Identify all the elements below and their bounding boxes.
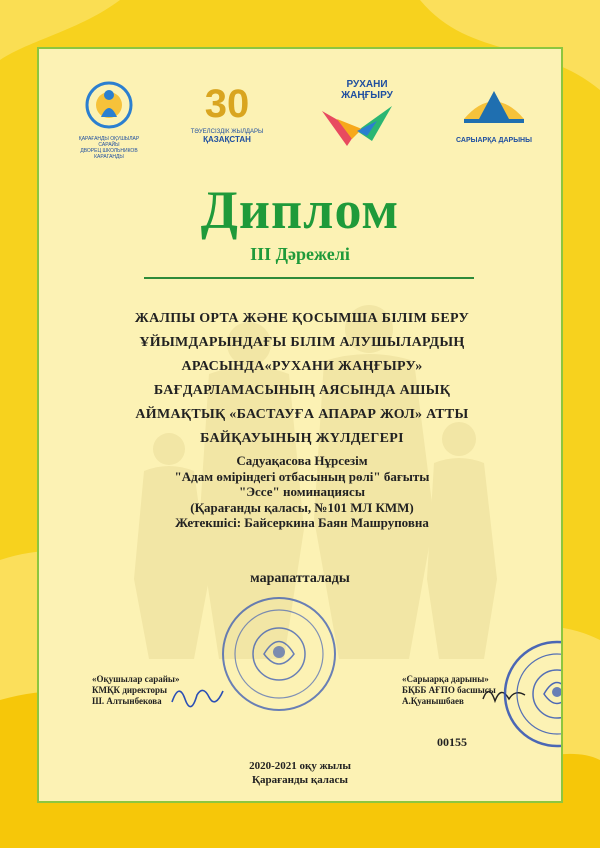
independence-30-logo xyxy=(187,79,267,145)
rukhani-zhangyru-logo xyxy=(307,79,407,154)
palace-caption-ru: ДВОРЕЦ ШКОЛЬНИКОВ КАРАГАНДЫ xyxy=(80,148,138,160)
left-signatory-position: КМҚК директоры xyxy=(92,685,168,695)
saryarka-daryny-logo xyxy=(449,79,539,145)
academic-year: 2020-2021 оқу жылы xyxy=(249,760,351,772)
independence-country: ҚАЗАҚСТАН xyxy=(203,135,251,144)
city-name: Қарағанды қаласы xyxy=(252,774,348,786)
students-palace-icon xyxy=(79,79,139,131)
left-signatory-org: «Оқушылар сарайы» xyxy=(92,674,180,684)
palace-caption: ҚАРАҒАНДЫ ОҚУШЫЛАР САРАЙЫ xyxy=(78,136,140,148)
diploma-degree: ІІІ Дәрежелі xyxy=(250,244,350,264)
contest-line: АЙМАҚТЫҚ «БАСТАУҒА АПАРАР ЖОЛ» АТТЫ xyxy=(135,407,469,422)
students-palace-logo xyxy=(69,79,149,160)
winner-direction: "Адам өміріндегі отбасының рөлі" бағыты xyxy=(174,468,430,484)
zhangyru-title: ЖАҢҒЫРУ xyxy=(341,90,393,101)
logos-row xyxy=(39,79,561,169)
winner-nomination: "Эссе" номинациясы xyxy=(239,484,365,499)
winner-name: Садуақасова Нұрсезім xyxy=(236,453,368,468)
contest-line: ҰЙЫМДАРЫНДАҒЫ БІЛІМ АЛУШЫЛАРДЫҢ xyxy=(139,335,465,350)
award-text: марапатталады xyxy=(250,571,350,586)
right-stamp-seal xyxy=(502,639,563,749)
diploma-title: Диплом xyxy=(200,180,400,240)
rukhani-title: РУХАНИ xyxy=(346,79,388,90)
bird-icon xyxy=(317,101,397,149)
independence-caption: ТӘУЕЛСІЗДІК ЖЫЛДАРЫ xyxy=(190,129,264,135)
title-divider xyxy=(144,277,474,279)
left-signatory-name: Ш. Алтынбекова xyxy=(92,696,162,706)
right-signatory-org: «Сарыарқа дарыны» xyxy=(402,674,489,684)
contest-line: АРАСЫНДА«РУХАНИ ЖАҢҒЫРУ» xyxy=(181,359,423,374)
right-signatory-name: А.Қуанышбаев xyxy=(402,696,464,706)
left-signatory xyxy=(92,674,179,707)
winner-details xyxy=(59,453,545,531)
winner-school: (Қарағанды қаласы, №101 МЛ КММ) xyxy=(190,499,414,515)
contest-line: ЖАЛПЫ ОРТА ЖӘНЕ ҚОСЫМША БІЛІМ БЕРУ xyxy=(134,311,470,326)
diploma-footer xyxy=(39,759,561,787)
diploma-frame xyxy=(37,47,563,803)
contest-line: БАЙҚАУЫНЫҢ ЖҮЛДЕГЕРІ xyxy=(200,431,404,446)
contest-description xyxy=(59,307,545,451)
independence-number: 30 xyxy=(204,82,250,126)
winner-supervisor: Жетекшісі: Байсеркина Баян Машруповна xyxy=(175,515,429,530)
contest-line: БАҒДАРЛАМАСЫНЫҢ АЯСЫНДА АШЫҚ xyxy=(153,383,451,398)
left-stamp-seal xyxy=(219,594,339,714)
certificate-number: 00155 xyxy=(437,735,467,749)
saryarka-caption: САРЫАРҚА ДАРЫНЫ xyxy=(456,137,532,144)
saryarka-icon xyxy=(459,79,529,131)
right-signatory-position: БҚББ АҒПО басшысы xyxy=(402,685,496,695)
